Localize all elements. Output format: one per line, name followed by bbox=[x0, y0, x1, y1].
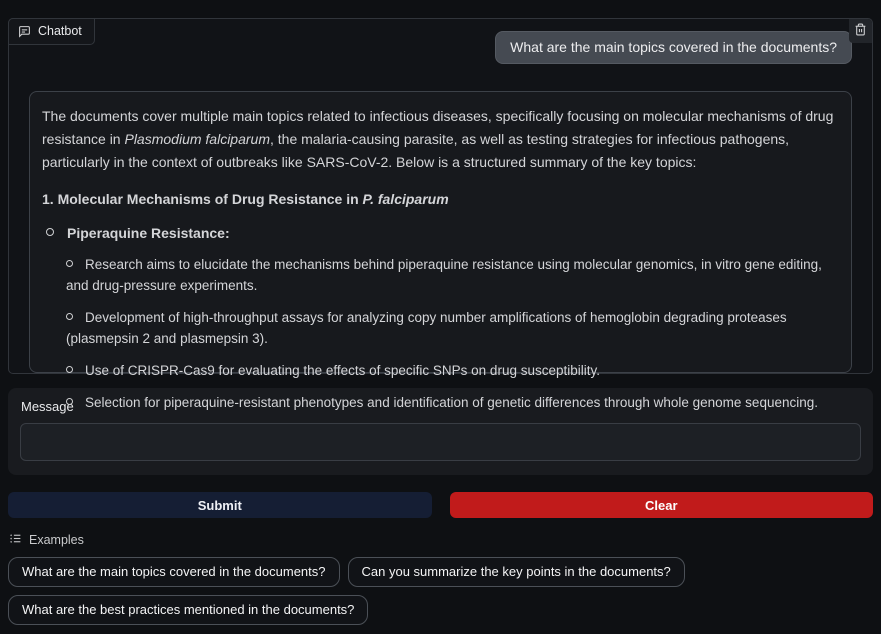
bullet-marker bbox=[66, 398, 73, 405]
sub-bullet bbox=[66, 255, 839, 297]
bullet-marker bbox=[46, 228, 54, 236]
chatbot-label-text: Chatbot bbox=[38, 24, 82, 38]
message-label: Message bbox=[21, 399, 74, 414]
sub-bullet-text: Use of CRISPR-Cas9 for evaluating the effects of specific SNPs on drug susceptibility. bbox=[85, 362, 600, 378]
sub-bullet-text: Selection for piperaquine-resistant phenotypes and identification of genetic differences through whole genome sequencing. bbox=[85, 394, 818, 410]
bullet-marker bbox=[66, 313, 73, 320]
message-input[interactable] bbox=[20, 423, 861, 461]
intro-text-1: The documents cover multiple main topics related to infectious diseases, specifically focusing on molecular mechanisms of drug resistance in bbox=[42, 108, 834, 148]
bullet-text: Piperaquine Resistance: bbox=[67, 225, 230, 242]
bot-intro-paragraph bbox=[42, 105, 839, 174]
sub-bullet bbox=[66, 308, 839, 350]
trash-icon bbox=[854, 23, 867, 39]
sub-bullet-text: Research aims to elucidate the mechanisms behind piperaquine resistance using molecular genomics, in vitro gene editing, and drug-pressure experiments. bbox=[66, 257, 822, 294]
sub-bullet-text: Development of high-throughput assays for analyzing copy number amplifications of hemoglobin degrading proteases (plasmepsin 2 and plasmepsin 3). bbox=[66, 310, 787, 347]
chat-bubble-icon bbox=[18, 25, 31, 38]
bullet-marker bbox=[66, 366, 73, 373]
submit-button[interactable]: Submit bbox=[8, 492, 432, 518]
chatbot-label bbox=[8, 18, 95, 45]
bullet-piperaquine-resistance bbox=[46, 223, 839, 414]
example-button-3[interactable]: What are the best practices mentioned in the documents? bbox=[8, 595, 368, 625]
examples-label: Examples bbox=[29, 533, 84, 547]
list-icon bbox=[9, 532, 22, 548]
bullet-marker bbox=[66, 260, 73, 267]
bot-bullet-list bbox=[42, 223, 839, 414]
examples-header bbox=[9, 532, 873, 548]
intro-italic-species: Plasmodium falciparum bbox=[124, 131, 270, 148]
sub-bullet bbox=[66, 361, 839, 382]
clear-chat-button[interactable] bbox=[849, 19, 872, 43]
intro-text-2: , the malaria-causing parasite, as well as testing strategies for infectious pathogens, particularly in the context of outbreaks like SARS-CoV-2. Below is a structured summary of the key topics: bbox=[42, 131, 790, 171]
example-button-1[interactable]: What are the main topics covered in the documents? bbox=[8, 557, 340, 587]
sub-bullet bbox=[66, 393, 839, 414]
action-button-row bbox=[8, 492, 873, 518]
bot-sub-bullet-list bbox=[46, 255, 839, 414]
examples-list bbox=[8, 557, 873, 625]
bot-section-heading bbox=[42, 189, 839, 210]
heading-italic-species: P. falciparum bbox=[362, 191, 449, 208]
user-message-row bbox=[9, 31, 852, 64]
example-button-2[interactable]: Can you summarize the key points in the documents? bbox=[348, 557, 685, 587]
heading-text: 1. Molecular Mechanisms of Drug Resistance in bbox=[42, 191, 363, 208]
user-message-bubble: What are the main topics covered in the documents? bbox=[495, 31, 852, 64]
clear-button[interactable]: Clear bbox=[450, 492, 874, 518]
